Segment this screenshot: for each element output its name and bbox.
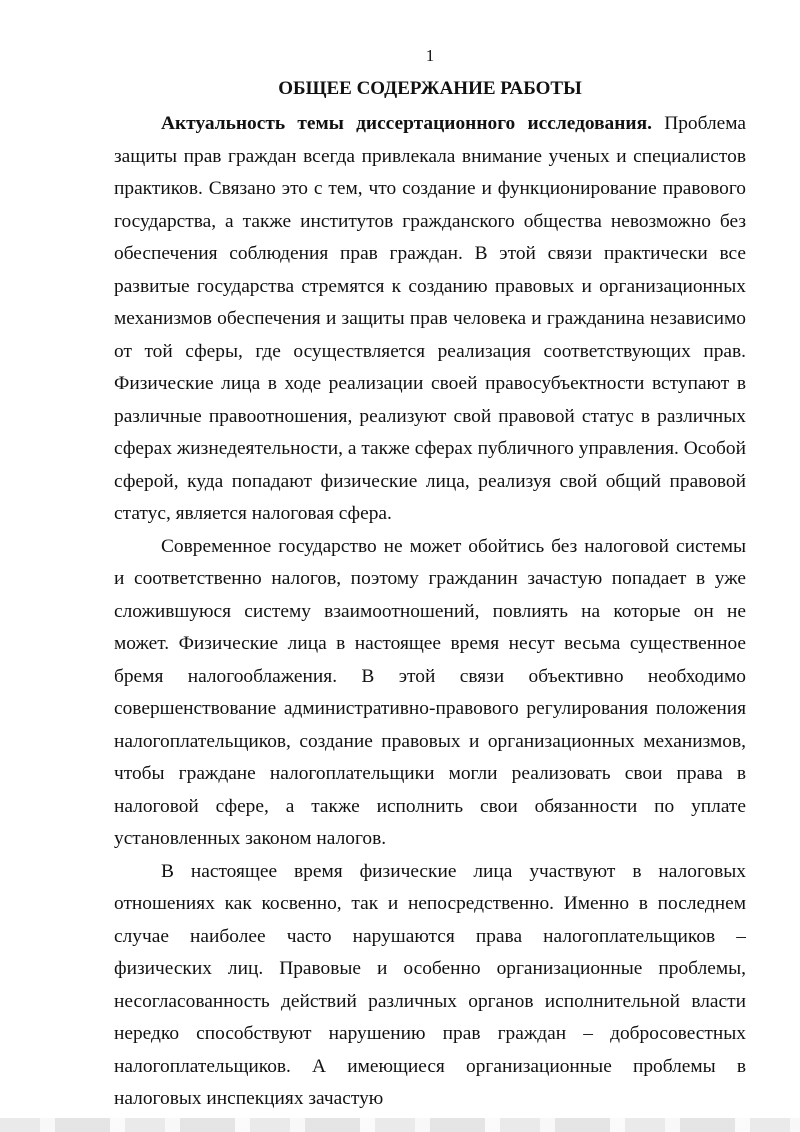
paragraph-2: Современное государство не может обойтись без налоговой системы и соответственно налогов, поэтому гражданин зачастую попадает в уже сложившуюся систему взаимоотношений, повлиять на которые он не может. Физические лица в настоящее время несут весьма существенное бремя налогооблажения. В этой связи объективно необходимо совершенствование административно-правового регулирования положения налогоплательщиков, создание правовых и организационных механизмов, чтобы граждане налогоплательщики могли реализовать свои права в налоговой сфере, а также исполнить свои обязанности по уплате установленных законом налогов. <box>114 535 746 849</box>
paragraph-3: В настоящее время физические лица участвуют в налоговых отношениях как косвенно, так и непосредственно. Именно в последнем случае наиболее часто нарушаются права налогоплательщиков – физических лиц. Правовые и особенно организационные проблемы, несогласованность действий различных органов исполнительной власти нередко способствуют нарушению прав граждан – добросовестных налогоплательщиков. А имеющиеся организационные проблемы в налоговых инспекциях зачастую <box>114 860 746 1109</box>
page-number: 1 <box>425 46 435 65</box>
paragraph-1-lead: Актуальность темы диссертационного исследования. <box>161 113 652 134</box>
paragraph-1 <box>114 108 746 531</box>
scan-edge-strip <box>0 1118 800 1132</box>
section-heading: ОБЩЕЕ СОДЕРЖАНИЕ РАБОТЫ <box>278 78 582 99</box>
paragraph-1-text: Проблема защиты прав граждан всегда привлекала внимание ученых и специалистов практиков. Связано это с тем, что создание и функционирование правового государства, а также институтов гражданского общества невозможно без обеспечения соблюдения прав граждан. В этой связи практически все развитые государства стремятся к созданию правовых и организационных механизмов обеспечения и защиты прав человека и гражданина независимо от той сферы, где осуществляется реализация соответствующих прав. Физические лица в ходе реализации своей правосубъектности вступают в различные правоотношения, реализуют свой правовой статус в различных сферах жизнедеятельности, а также сферах публичного управления. Особой сферой, куда попадают физические лица, реализуя свой общий правовой статус, является налоговая сфера. <box>114 113 746 524</box>
body-text <box>114 108 746 1116</box>
